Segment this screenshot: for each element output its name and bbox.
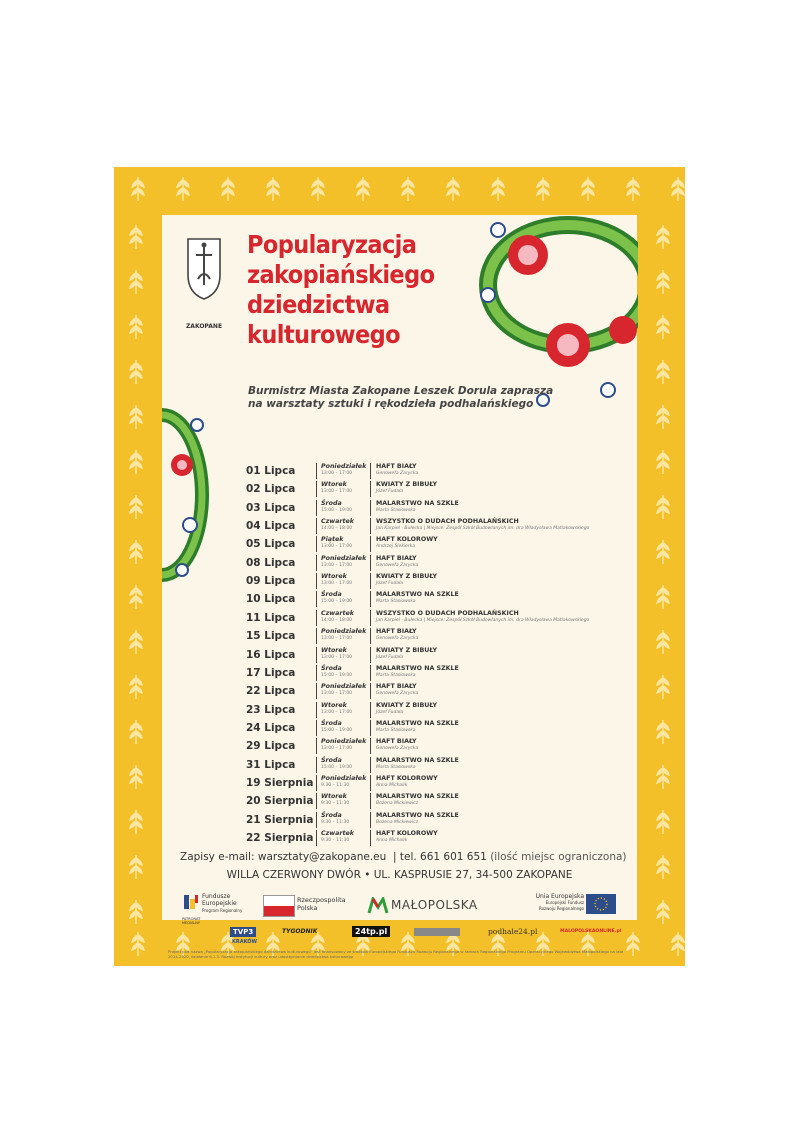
workshop-host: Józef Fudała	[376, 709, 404, 715]
workshop-info	[370, 647, 636, 663]
workshop-date: 15 Lipca	[246, 630, 296, 643]
funding-fine-print: Projekt pod nazwą „Popularyzacja zakopiańskiego dziedzictwa kulturowego” jest finansowany ze środków Europejskiego Funduszu Rozwoju Regionalnego w ramach Regionalnego Programu Operacyjnego Województwa Małopolskiego na lata 2014-2020, działanie 6.1.3. Rozwój instytucji kultury oraz udostępnianie dziedzictwa kulturowego	[168, 949, 624, 959]
workshop-date: 10 Lipca	[246, 593, 296, 606]
weekday: Poniedziałek	[321, 554, 367, 562]
workshop-title: HAFT BIAŁY	[376, 683, 417, 691]
weekday: Wtorek	[321, 646, 347, 654]
workshop-title: MALARSTWO NA SZKLE	[376, 591, 459, 599]
workshop-host: Bożena Mickiewicz	[376, 801, 419, 807]
workshop-title: MALARSTWO NA SZKLE	[376, 811, 459, 819]
workshop-date: 08 Lipca	[246, 556, 296, 569]
workshop-date: 16 Lipca	[246, 648, 296, 661]
time-range: 15:00 – 19:00	[321, 727, 353, 733]
workshop-date: 05 Lipca	[246, 538, 296, 551]
contact-line	[180, 851, 640, 863]
time-range: 15:00 – 19:00	[321, 599, 353, 605]
schedule-row	[246, 812, 636, 830]
workshop-title: KWIATY Z BIBUŁY	[376, 646, 438, 654]
schedule-row	[246, 555, 636, 573]
workshop-info	[370, 738, 636, 754]
workshop-info	[370, 500, 636, 516]
workshop-title: KWIATY Z BIBUŁY	[376, 481, 438, 489]
workshop-host: Józef Fudała	[376, 489, 404, 495]
workshop-date: 04 Lipca	[246, 520, 296, 533]
subtitle-line: na warsztaty sztuki i rękodzieła podhalańskiego	[248, 398, 534, 410]
workshop-title: MALARSTWO NA SZKLE	[376, 664, 459, 672]
workshop-info	[370, 830, 636, 846]
workshop-info	[370, 720, 636, 736]
weekday: Wtorek	[321, 481, 347, 489]
workshop-date: 20 Sierpnia	[246, 795, 314, 808]
workshop-title: MALARSTWO NA SZKLE	[376, 793, 459, 801]
schedule-row	[246, 463, 636, 481]
logo-text: Unia Europejska	[535, 893, 584, 900]
schedule-row	[246, 591, 636, 609]
workshop-date: 09 Lipca	[246, 575, 296, 588]
fundusze-europejskie-icon	[182, 893, 200, 911]
sponsor-logos	[162, 891, 637, 949]
workshop-host: Genowefa Zarycka	[376, 691, 419, 697]
workshop-date: 29 Lipca	[246, 740, 296, 753]
malopolska-logo: MAŁOPOLSKA	[391, 898, 478, 912]
workshop-info	[370, 702, 636, 718]
workshop-info	[370, 665, 636, 681]
time-range: 13:00 – 17:00	[321, 581, 353, 587]
workshop-date: 31 Lipca	[246, 758, 296, 771]
weekday: Czwartek	[321, 830, 354, 837]
time-range: 9:30 – 11:30	[321, 801, 350, 807]
weekday: Czwartek	[321, 609, 354, 617]
workshop-title: MALARSTWO NA SZKLE	[376, 719, 459, 727]
weekday: Wtorek	[321, 573, 347, 581]
logo-text: Rozwoju Regionalnego	[538, 906, 584, 911]
subtitle-line: Burmistrz Miasta Zakopane Leszek Dorula zaprasza	[248, 385, 554, 397]
invitation-text	[248, 385, 588, 411]
time-range: 9:30 – 11:30	[321, 819, 350, 825]
weekday: Środa	[321, 591, 342, 599]
schedule-row	[246, 720, 636, 738]
workshop-host: Bożena Mickiewicz	[376, 819, 419, 825]
media-logo-icon	[414, 928, 460, 936]
time-range: 14:00 – 18:00	[321, 617, 353, 623]
schedule-row	[246, 481, 636, 499]
workshop-host: Andrzej Siekierka	[376, 544, 416, 550]
workshop-info	[370, 812, 636, 828]
time-range: 15:00 – 19:00	[321, 672, 353, 678]
logo-text: Program Regionalny	[202, 908, 243, 913]
time-range: 13:00 – 17:00	[321, 691, 353, 697]
logo-label: ZAKOPANE	[185, 323, 223, 330]
workshop-title: HAFT BIAŁY	[376, 554, 417, 562]
polish-flag-icon	[263, 895, 295, 917]
workshop-title: HAFT KOLOROWY	[376, 536, 438, 544]
workshop-host: Jan Karpiel - Bułecka | Miejsce: Zespół Szkół Budowlanych im. dra Władysława Matlakowskiego	[376, 526, 590, 532]
time-range: 9:30 – 11:30	[321, 838, 350, 843]
schedule-row	[246, 702, 636, 720]
schedule-row	[246, 573, 636, 591]
time-range: 13:00 – 17:00	[321, 562, 353, 568]
weekday: Poniedziałek	[321, 774, 367, 782]
workshop-date: 01 Lipca	[246, 465, 296, 477]
zakopane-crest-icon	[184, 235, 224, 305]
workshop-date: 22 Lipca	[246, 685, 296, 698]
workshop-title: KWIATY Z BIBUŁY	[376, 573, 438, 581]
weekday: Poniedziałek	[321, 463, 367, 470]
title-line: kulturowego	[247, 320, 400, 349]
time-range: 13:00 – 17:00	[321, 544, 353, 550]
workshop-host: Marta Stasiowska	[376, 507, 416, 513]
schedule-row	[246, 793, 636, 811]
workshop-info	[370, 628, 636, 644]
workshop-host: Józef Fudała	[376, 581, 404, 587]
workshop-info	[370, 775, 636, 791]
weekday: Środa	[321, 756, 342, 764]
workshop-date: 17 Lipca	[246, 666, 296, 679]
workshop-info	[370, 518, 636, 534]
workshop-host: Marta Stasiowska	[376, 764, 416, 770]
schedule-row	[246, 518, 636, 536]
24tp-logo: 24tp.pl	[352, 926, 390, 937]
logo-text: Europejskie	[202, 900, 237, 907]
workshop-info	[370, 591, 636, 607]
logo-text: Rzeczpospolita	[297, 896, 346, 904]
weekday: Środa	[321, 499, 342, 507]
workshop-date: 23 Lipca	[246, 703, 296, 716]
title-line: Popularyzacja	[247, 230, 417, 259]
title-line: zakopiańskiego	[247, 260, 435, 289]
workshop-title: HAFT BIAŁY	[376, 628, 417, 636]
venue-address: WILLA CZERWONY DWÓR • UL. KASPRUSIE 27, 34-500 ZAKOPANE	[226, 869, 573, 881]
schedule-row	[246, 665, 636, 683]
time-range: 13:00 – 17:00	[321, 471, 353, 476]
schedule-row	[246, 500, 636, 518]
workshop-date: 11 Lipca	[246, 611, 296, 624]
workshop-date: 24 Lipca	[246, 721, 296, 734]
schedule-row	[246, 647, 636, 665]
workshop-title: KWIATY Z BIBUŁY	[376, 701, 438, 709]
floral-ornament-left	[162, 405, 222, 585]
schedule-row	[246, 757, 636, 775]
workshop-title: HAFT BIAŁY	[376, 463, 417, 470]
workshop-title: MALARSTWO NA SZKLE	[376, 756, 459, 764]
weekday: Środa	[321, 719, 342, 727]
title-line: dziedzictwa	[247, 290, 390, 319]
tvp3-city: KRAKÓW	[232, 939, 258, 945]
workshop-host: Genowefa Zarycka	[376, 471, 419, 476]
weekday: Poniedziałek	[321, 738, 367, 746]
seat-note: (ilość miejsc ograniczona)	[490, 851, 627, 863]
weekday: Poniedziałek	[321, 628, 367, 636]
logo-text: Fundusze	[202, 893, 231, 900]
weekday: Wtorek	[321, 701, 347, 709]
weekday: Czwartek	[321, 518, 354, 526]
time-range: 14:00 – 18:00	[321, 526, 353, 532]
workshop-host: Marta Stasiowska	[376, 672, 416, 678]
schedule-row	[246, 536, 636, 554]
tvp3-logo: TVP3	[230, 927, 256, 937]
workshop-host: Marta Stasiowska	[376, 599, 416, 605]
workshop-title: MALARSTWO NA SZKLE	[376, 499, 459, 507]
malopolska-online-logo: MALOPOLSKAONLINE.pl	[560, 929, 622, 934]
weekday: Piątek	[321, 536, 344, 544]
weekday: Wtorek	[321, 793, 347, 801]
rzeczpospolita-logo	[297, 896, 346, 912]
time-range: 9:30 – 11:30	[321, 782, 350, 788]
time-range: 15:00 – 19:00	[321, 507, 353, 513]
workshop-host: Jan Karpiel - Bułecka | Miejsce: Zespół Szkół Budowlanych im. dra Władysława Matlakowskiego	[376, 617, 590, 623]
workshop-date: 19 Sierpnia	[246, 776, 314, 789]
eu-logo-text	[524, 894, 584, 912]
logo-text: Polska	[297, 904, 318, 912]
workshop-host: Anna Michalik	[376, 782, 408, 788]
workshop-info	[370, 573, 636, 589]
content-panel	[162, 215, 637, 959]
eu-flag-icon	[586, 894, 616, 914]
logo-text: Europejski Fundusz	[545, 900, 584, 905]
schedule-row	[246, 610, 636, 628]
schedule-row	[246, 738, 636, 756]
workshop-title: HAFT BIAŁY	[376, 738, 417, 746]
workshop-date: 22 Sierpnia	[246, 832, 314, 844]
weekday: Środa	[321, 664, 342, 672]
time-range: 13:00 – 17:00	[321, 709, 353, 715]
workshop-date: 21 Sierpnia	[246, 813, 314, 826]
malopolska-icon	[367, 897, 389, 915]
schedule-row	[246, 775, 636, 793]
workshop-info	[370, 481, 636, 497]
workshop-host: Genowefa Zarycka	[376, 636, 419, 642]
workshop-date: 03 Lipca	[246, 501, 296, 514]
workshop-title: WSZYSTKO O DUDACH PODHALAŃSKICH	[376, 518, 519, 526]
tygodnik-logo: TYGODNIK	[282, 928, 318, 935]
patronat-label: PATRONAT MEDIALNY	[182, 917, 201, 925]
workshop-info	[370, 463, 636, 479]
time-range: 13:00 – 17:00	[321, 636, 353, 642]
workshop-host: Marta Stasiowska	[376, 727, 416, 733]
workshop-info	[370, 610, 636, 626]
weekday: Poniedziałek	[321, 683, 367, 691]
workshop-host: Genowefa Zarycka	[376, 562, 419, 568]
time-range: 13:00 – 17:00	[321, 489, 353, 495]
workshop-title: HAFT KOLOROWY	[376, 774, 438, 782]
separator: |	[389, 851, 400, 863]
workshop-info	[370, 536, 636, 552]
fundusze-europejskie-logo	[202, 893, 242, 914]
workshop-info	[370, 683, 636, 699]
signup-email[interactable]: Zapisy e-mail: warsztaty@zakopane.eu	[180, 851, 387, 863]
schedule-row	[246, 683, 636, 701]
schedule-row	[246, 628, 636, 646]
workshop-title: WSZYSTKO O DUDACH PODHALAŃSKICH	[376, 609, 519, 617]
workshop-info	[370, 555, 636, 571]
workshop-host: Anna Michalik	[376, 838, 408, 843]
time-range: 15:00 – 19:00	[321, 764, 353, 770]
workshop-host: Józef Fudała	[376, 654, 404, 660]
phone-number: tel. 661 601 651	[399, 851, 487, 863]
workshop-host: Genowefa Zarycka	[376, 746, 419, 752]
time-range: 13:00 – 17:00	[321, 654, 353, 660]
workshop-title: HAFT KOLOROWY	[376, 830, 438, 837]
podhale24-logo: podhale24.pl	[488, 927, 538, 936]
page-title	[247, 230, 507, 350]
time-range: 13:00 – 17:00	[321, 746, 353, 752]
weekday: Środa	[321, 811, 342, 819]
workshop-info	[370, 793, 636, 809]
workshop-date: 02 Lipca	[246, 483, 296, 496]
poster	[114, 167, 685, 966]
workshop-info	[370, 757, 636, 773]
schedule-row	[246, 830, 636, 848]
